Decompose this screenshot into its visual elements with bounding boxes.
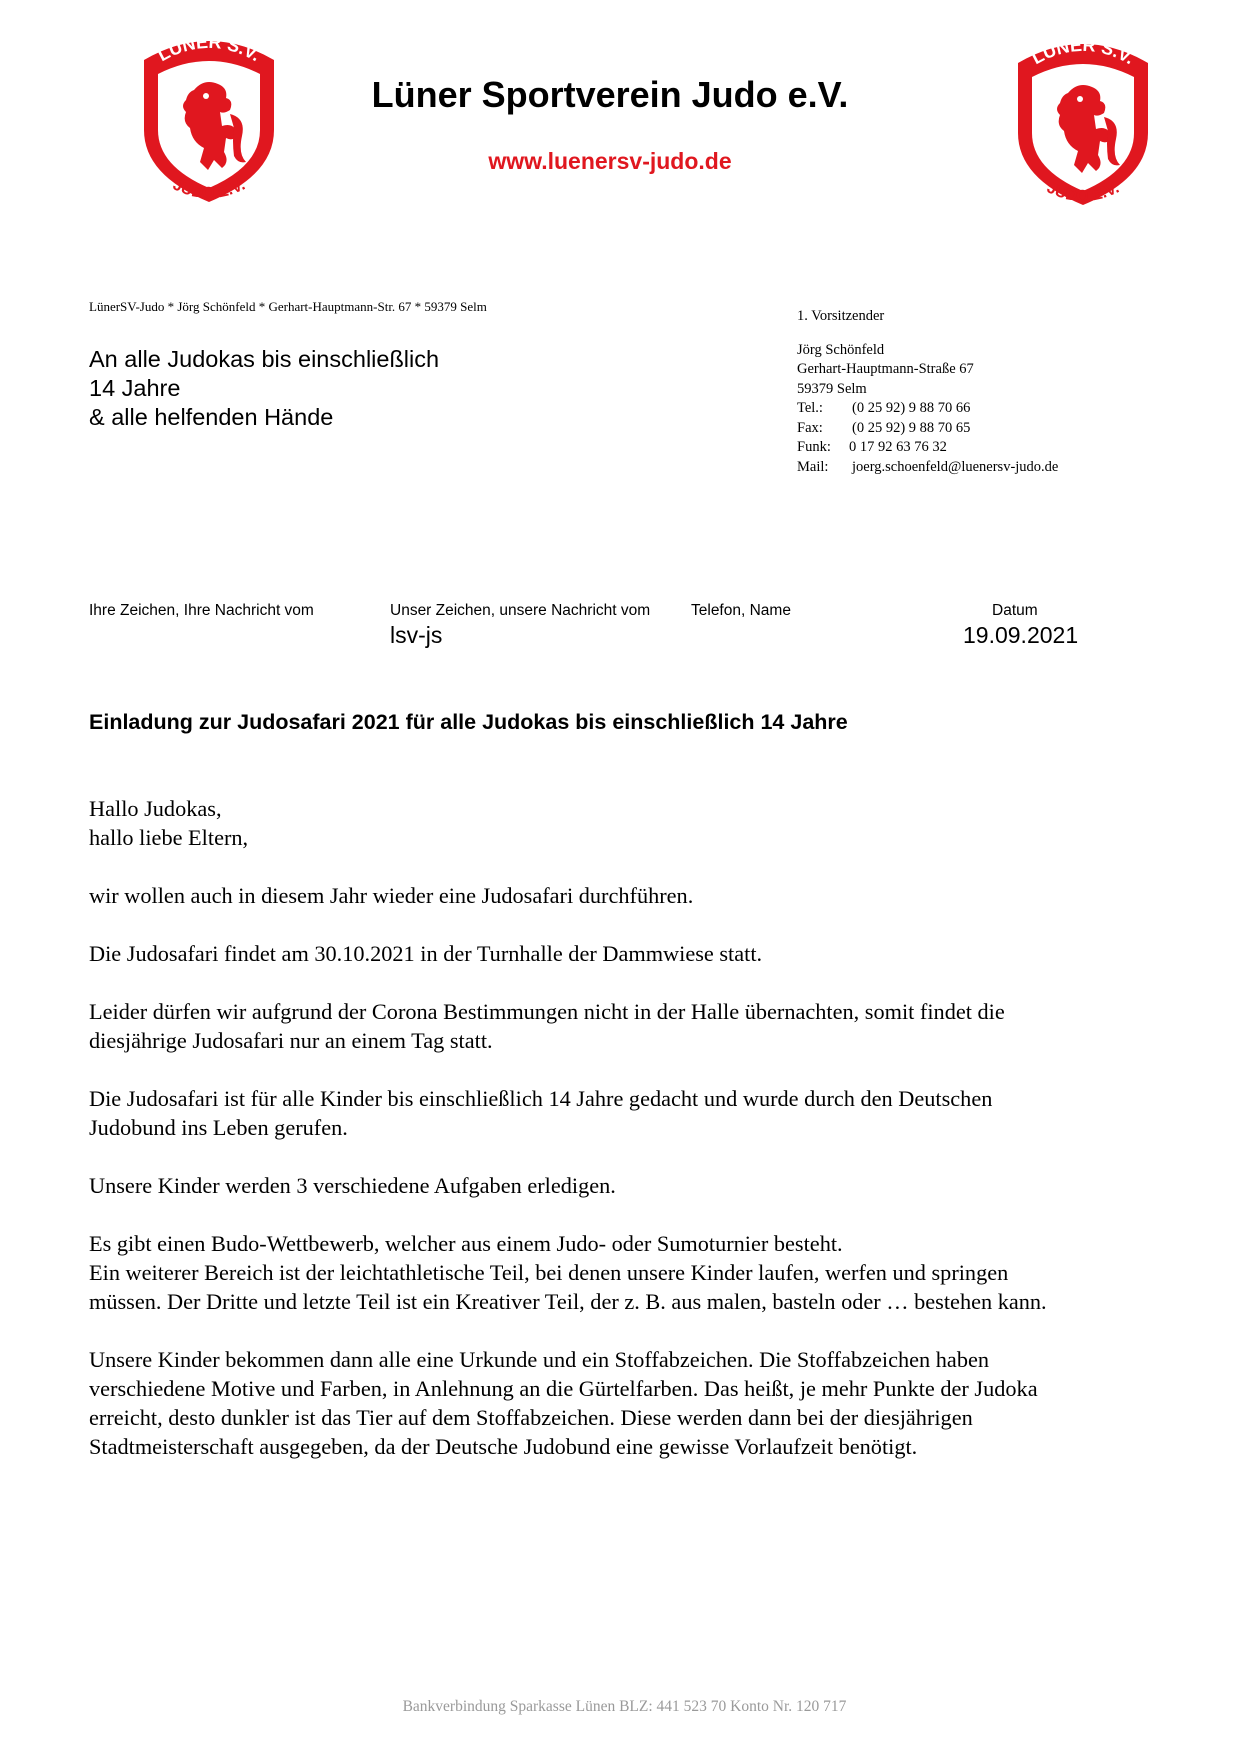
telefon-name-label: Telefon, Name	[691, 602, 791, 619]
club-logo-right	[1008, 33, 1158, 213]
paragraph: Es gibt einen Budo-Wettbewerb, welcher aus einem Judo- oder Sumoturnier besteht. Ein weiterer Bereich ist der leichtathletische Teil, bei denen unsere Kinder laufen, werfen und springen müssen. Der Dritte und letzte Teil ist ein Kreativer Teil, der z. B. aus malen, basteln oder … bestehen kann.	[89, 1231, 1047, 1314]
recipient-line: 14 Jahre	[89, 375, 181, 401]
datum-label: Datum	[992, 602, 1038, 619]
club-website-link[interactable]: www.luenersv-judo.de	[488, 148, 732, 174]
contact-funk-row	[797, 438, 1058, 458]
funk-value: 0 17 92 63 76 32	[849, 439, 947, 455]
fax-label: Fax:	[797, 419, 823, 436]
fax-value: (0 25 92) 9 88 70 65	[852, 419, 971, 436]
contact-block	[797, 307, 1058, 477]
paragraph: Die Judosafari ist für alle Kinder bis einschließlich 14 Jahre gedacht und wurde durch den Deutschen Judobund ins Leben gerufen.	[89, 1086, 993, 1140]
ihre-zeichen-label: Ihre Zeichen, Ihre Nachricht vom	[89, 602, 314, 619]
paragraph: wir wollen auch in diesem Jahr wieder eine Judosafari durchführen.	[89, 883, 694, 908]
paragraph: Die Judosafari findet am 30.10.2021 in der Turnhalle der Dammwiese statt.	[89, 941, 763, 966]
bank-details-footer: Bankverbindung Sparkasse Lünen BLZ: 441 523 70 Konto Nr. 120 717	[402, 1698, 847, 1715]
contact-role: 1. Vorsitzender	[797, 308, 885, 324]
unser-zeichen-value: lsv-js	[390, 622, 443, 648]
letter-body	[89, 794, 1189, 1461]
club-title: Lüner Sportverein Judo e.V.	[371, 74, 849, 115]
greeting: Hallo Judokas, hallo liebe Eltern,	[89, 796, 249, 850]
recipient-line: An alle Judokas bis einschließlich	[89, 346, 440, 372]
mail-value[interactable]: joerg.schoenfeld@luenersv-judo.de	[852, 458, 1059, 475]
mail-label: Mail:	[797, 458, 829, 475]
contact-city: 59379 Selm	[797, 380, 867, 397]
svg-text:LÜNER S.V.: LÜNER S.V.	[1028, 34, 1138, 69]
paragraph: Unsere Kinder werden 3 verschiedene Aufgaben erledigen.	[89, 1173, 616, 1198]
contact-street: Gerhart-Hauptmann-Straße 67	[797, 361, 974, 377]
sender-address-line: LünerSV-Judo * Jörg Schönfeld * Gerhart-Hauptmann-Str. 67 * 59379 Selm	[89, 299, 487, 314]
recipient-block	[89, 345, 439, 432]
club-logo-left	[134, 30, 284, 210]
svg-text:LÜNER S.V.: LÜNER S.V.	[154, 31, 264, 66]
svg-text:JUDO E.V.: JUDO E.V.	[1044, 179, 1122, 206]
tel-label: Tel.:	[797, 400, 823, 416]
contact-fax-row	[797, 419, 1058, 439]
paragraph: Unsere Kinder bekommen dann alle eine Urkunde und ein Stoffabzeichen. Die Stoffabzeichen haben verschiedene Motive und Farben, in Anlehnung an die Gürtelfarben. Das heißt, je mehr Punkte der Judoka erreicht, desto dunkler ist das Tier auf dem Stoffabzeichen. Diese werden dann bei der diesjährigen Stadtmeisterschaft ausgegeben, da der Deutsche Judobund eine gewisse Vorlaufzeit benötigt.	[89, 1347, 1038, 1459]
funk-label: Funk:	[797, 439, 831, 455]
contact-name: Jörg Schönfeld	[797, 341, 885, 358]
letter-subject: Einladung zur Judosafari 2021 für alle Judokas bis einschließlich 14 Jahre	[89, 710, 848, 734]
contact-mail-row	[797, 458, 1058, 478]
recipient-line: & alle helfenden Hände	[89, 404, 334, 430]
datum-value: 19.09.2021	[963, 622, 1079, 648]
contact-tel-row	[797, 399, 1058, 419]
svg-text:JUDO E.V.: JUDO E.V.	[170, 176, 248, 203]
tel-value: (0 25 92) 9 88 70 66	[852, 400, 971, 416]
unser-zeichen-label: Unser Zeichen, unsere Nachricht vom	[390, 602, 651, 619]
paragraph: Leider dürfen wir aufgrund der Corona Bestimmungen nicht in der Halle übernachten, somit findet die diesjährige Judosafari nur an einem Tag statt.	[89, 999, 1005, 1053]
